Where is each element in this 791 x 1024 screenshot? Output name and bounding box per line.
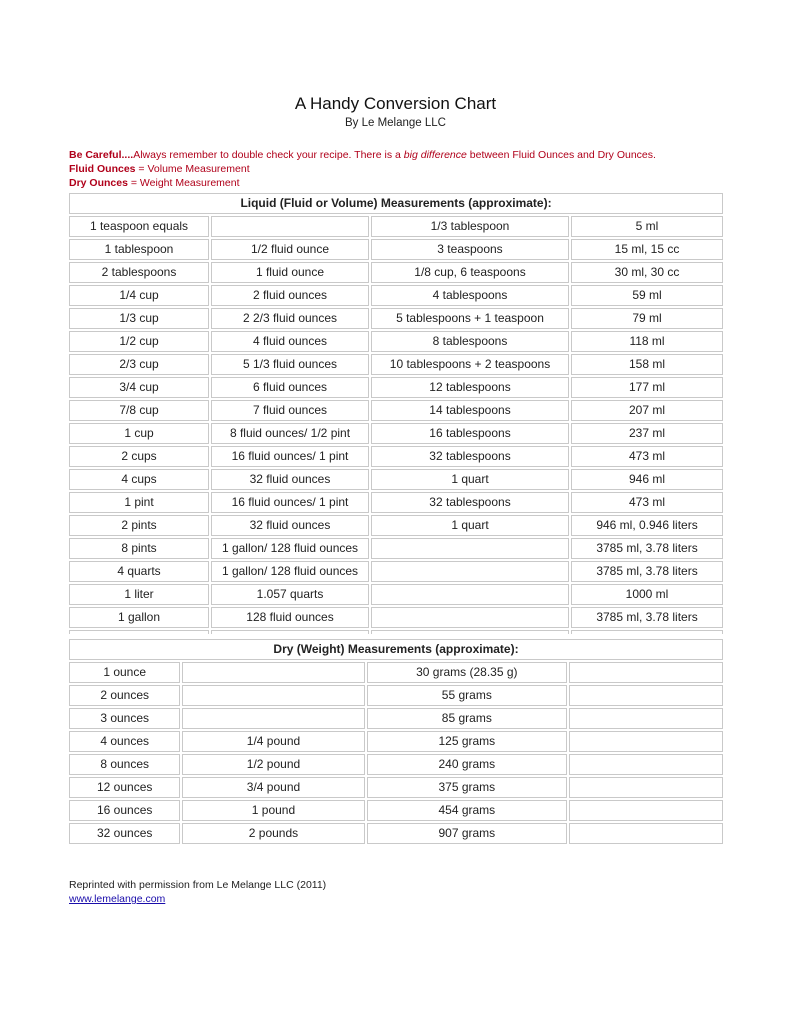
table-cell: 2 ounces bbox=[69, 685, 180, 706]
table-cell: 1 gallon/ 128 fluid ounces bbox=[211, 538, 369, 559]
table-cell: 1 cup bbox=[69, 423, 209, 444]
table-cell: 32 tablespoons bbox=[371, 446, 569, 467]
table-cell: 5 1/3 fluid ounces bbox=[211, 354, 369, 375]
fluid-text: = Volume Measurement bbox=[135, 163, 250, 175]
table-cell: 59 ml bbox=[571, 285, 723, 306]
spacer-cell bbox=[211, 630, 369, 634]
table-row bbox=[69, 685, 723, 706]
spacer-cell bbox=[69, 630, 209, 634]
table-cell: 12 ounces bbox=[69, 777, 180, 798]
table-row bbox=[69, 731, 723, 752]
table-cell bbox=[182, 708, 364, 729]
table-cell: 454 grams bbox=[367, 800, 567, 821]
table-cell: 16 fluid ounces/ 1 pint bbox=[211, 446, 369, 467]
table-row bbox=[69, 308, 723, 329]
table-cell: 1 teaspoon equals bbox=[69, 216, 209, 237]
fluid-label: Fluid Ounces bbox=[69, 163, 136, 175]
table-cell: 118 ml bbox=[571, 331, 723, 352]
table-cell: 1/2 fluid ounce bbox=[211, 239, 369, 260]
table-cell bbox=[182, 662, 364, 683]
dry-heading: Dry (Weight) Measurements (approximate): bbox=[69, 639, 723, 660]
table-row bbox=[69, 262, 723, 283]
table-cell: 3 teaspoons bbox=[371, 239, 569, 260]
table-cell: 1 fluid ounce bbox=[211, 262, 369, 283]
table-cell: 1 pint bbox=[69, 492, 209, 513]
liquid-measurements-table bbox=[67, 191, 725, 636]
table-cell: 5 tablespoons + 1 teaspoon bbox=[371, 308, 569, 329]
table-cell: 3785 ml, 3.78 liters bbox=[571, 561, 723, 582]
table-row bbox=[69, 662, 723, 683]
table-cell: 177 ml bbox=[571, 377, 723, 398]
table-cell: 1/3 tablespoon bbox=[371, 216, 569, 237]
table-cell bbox=[569, 777, 723, 798]
table-cell: 240 grams bbox=[367, 754, 567, 775]
table-cell: 32 fluid ounces bbox=[211, 515, 369, 536]
table-cell: 8 ounces bbox=[69, 754, 180, 775]
table-row bbox=[69, 354, 723, 375]
table-cell: 8 tablespoons bbox=[371, 331, 569, 352]
table-cell: 1/4 pound bbox=[182, 731, 364, 752]
table-cell: 473 ml bbox=[571, 492, 723, 513]
table-cell: 1 ounce bbox=[69, 662, 180, 683]
table-cell: 79 ml bbox=[571, 308, 723, 329]
table-row bbox=[69, 823, 723, 844]
careful-note bbox=[69, 148, 656, 162]
dry-measurements-table bbox=[67, 637, 725, 846]
table-cell: 3785 ml, 3.78 liters bbox=[571, 607, 723, 628]
table-cell bbox=[371, 607, 569, 628]
table-cell bbox=[569, 800, 723, 821]
table-cell: 1000 ml bbox=[571, 584, 723, 605]
table-row bbox=[69, 754, 723, 775]
footer bbox=[69, 878, 326, 906]
table-cell: 85 grams bbox=[367, 708, 567, 729]
table-cell: 1/4 cup bbox=[69, 285, 209, 306]
table-row bbox=[69, 285, 723, 306]
table-cell: 4 cups bbox=[69, 469, 209, 490]
spacer-cell bbox=[371, 630, 569, 634]
liquid-heading: Liquid (Fluid or Volume) Measurements (approximate): bbox=[69, 193, 723, 214]
table-cell: 2 fluid ounces bbox=[211, 285, 369, 306]
table-cell: 375 grams bbox=[367, 777, 567, 798]
table-cell: 2/3 cup bbox=[69, 354, 209, 375]
table-cell: 10 tablespoons + 2 teaspoons bbox=[371, 354, 569, 375]
table-cell: 2 pounds bbox=[182, 823, 364, 844]
table-row bbox=[69, 446, 723, 467]
table-cell: 30 grams (28.35 g) bbox=[367, 662, 567, 683]
table-cell: 3785 ml, 3.78 liters bbox=[571, 538, 723, 559]
table-cell bbox=[569, 731, 723, 752]
careful-text-2: between Fluid Ounces and Dry Ounces. bbox=[466, 149, 656, 161]
table-cell: 907 grams bbox=[367, 823, 567, 844]
table-cell: 32 tablespoons bbox=[371, 492, 569, 513]
table-cell: 1 gallon bbox=[69, 607, 209, 628]
table-row bbox=[69, 331, 723, 352]
table-spacer-row bbox=[69, 630, 723, 634]
table-row bbox=[69, 607, 723, 628]
table-cell: 128 fluid ounces bbox=[211, 607, 369, 628]
table-cell: 8 pints bbox=[69, 538, 209, 559]
table-cell: 1/3 cup bbox=[69, 308, 209, 329]
table-cell: 5 ml bbox=[571, 216, 723, 237]
table-cell bbox=[371, 561, 569, 582]
table-cell: 3 ounces bbox=[69, 708, 180, 729]
table-cell: 2 2/3 fluid ounces bbox=[211, 308, 369, 329]
table-row bbox=[69, 777, 723, 798]
table-cell: 12 tablespoons bbox=[371, 377, 569, 398]
careful-emphasis: big difference bbox=[403, 149, 467, 161]
table-row bbox=[69, 708, 723, 729]
table-row bbox=[69, 400, 723, 421]
table-cell: 4 quarts bbox=[69, 561, 209, 582]
table-cell: 7/8 cup bbox=[69, 400, 209, 421]
table-cell: 207 ml bbox=[571, 400, 723, 421]
table-cell: 158 ml bbox=[571, 354, 723, 375]
table-cell: 16 fluid ounces/ 1 pint bbox=[211, 492, 369, 513]
table-cell bbox=[569, 754, 723, 775]
table-row bbox=[69, 377, 723, 398]
careful-text-1: Always remember to double check your recipe. There is a bbox=[133, 149, 404, 161]
table-cell: 2 cups bbox=[69, 446, 209, 467]
table-cell: 1/2 pound bbox=[182, 754, 364, 775]
table-cell: 14 tablespoons bbox=[371, 400, 569, 421]
table-row bbox=[69, 216, 723, 237]
table-cell: 4 tablespoons bbox=[371, 285, 569, 306]
page-subtitle: By Le Melange LLC bbox=[344, 117, 446, 129]
table-cell: 1 quart bbox=[371, 469, 569, 490]
table-cell: 1 pound bbox=[182, 800, 364, 821]
table-cell: 32 ounces bbox=[69, 823, 180, 844]
table-cell: 16 tablespoons bbox=[371, 423, 569, 444]
table-cell: 8 fluid ounces/ 1/2 pint bbox=[211, 423, 369, 444]
table-row bbox=[69, 800, 723, 821]
table-cell: 15 ml, 15 cc bbox=[571, 239, 723, 260]
reprint-note: Reprinted with permission from Le Melange LLC (2011) bbox=[69, 879, 327, 891]
table-cell: 16 ounces bbox=[69, 800, 180, 821]
spacer-cell bbox=[571, 630, 723, 634]
table-cell: 3/4 pound bbox=[182, 777, 364, 798]
table-cell: 1/8 cup, 6 teaspoons bbox=[371, 262, 569, 283]
table-cell bbox=[569, 685, 723, 706]
table-cell: 1 tablespoon bbox=[69, 239, 209, 260]
table-row bbox=[69, 239, 723, 260]
table-cell: 2 tablespoons bbox=[69, 262, 209, 283]
table-cell: 237 ml bbox=[571, 423, 723, 444]
table-cell: 32 fluid ounces bbox=[211, 469, 369, 490]
table-cell: 473 ml bbox=[571, 446, 723, 467]
table-cell: 4 ounces bbox=[69, 731, 180, 752]
table-row bbox=[69, 538, 723, 559]
table-cell bbox=[211, 216, 369, 237]
table-cell: 6 fluid ounces bbox=[211, 377, 369, 398]
table-row bbox=[69, 561, 723, 582]
careful-label: Be Careful.... bbox=[69, 149, 134, 161]
table-row bbox=[69, 492, 723, 513]
table-cell bbox=[371, 538, 569, 559]
table-row bbox=[69, 584, 723, 605]
notes bbox=[69, 148, 656, 190]
table-cell: 55 grams bbox=[367, 685, 567, 706]
table-cell bbox=[569, 708, 723, 729]
website-link[interactable]: www.lemelange.com bbox=[69, 893, 166, 905]
dry-label: Dry Ounces bbox=[69, 177, 128, 189]
fluid-note bbox=[69, 162, 656, 176]
table-cell: 1 gallon/ 128 fluid ounces bbox=[211, 561, 369, 582]
table-cell: 7 fluid ounces bbox=[211, 400, 369, 421]
table-cell bbox=[569, 662, 723, 683]
table-row bbox=[69, 515, 723, 536]
dry-note bbox=[69, 176, 656, 190]
table-cell: 3/4 cup bbox=[69, 377, 209, 398]
table-cell: 30 ml, 30 cc bbox=[571, 262, 723, 283]
table-cell bbox=[569, 823, 723, 844]
table-cell: 4 fluid ounces bbox=[211, 331, 369, 352]
table-cell: 946 ml bbox=[571, 469, 723, 490]
page-title: A Handy Conversion Chart bbox=[294, 94, 497, 113]
table-cell: 2 pints bbox=[69, 515, 209, 536]
table-cell: 1/2 cup bbox=[69, 331, 209, 352]
table-cell: 1 quart bbox=[371, 515, 569, 536]
table-cell: 1.057 quarts bbox=[211, 584, 369, 605]
table-cell: 125 grams bbox=[367, 731, 567, 752]
table-cell bbox=[182, 685, 364, 706]
table-cell: 1 liter bbox=[69, 584, 209, 605]
table-row bbox=[69, 423, 723, 444]
dry-text: = Weight Measurement bbox=[127, 177, 240, 189]
table-row bbox=[69, 469, 723, 490]
table-cell bbox=[371, 584, 569, 605]
table-cell: 946 ml, 0.946 liters bbox=[571, 515, 723, 536]
